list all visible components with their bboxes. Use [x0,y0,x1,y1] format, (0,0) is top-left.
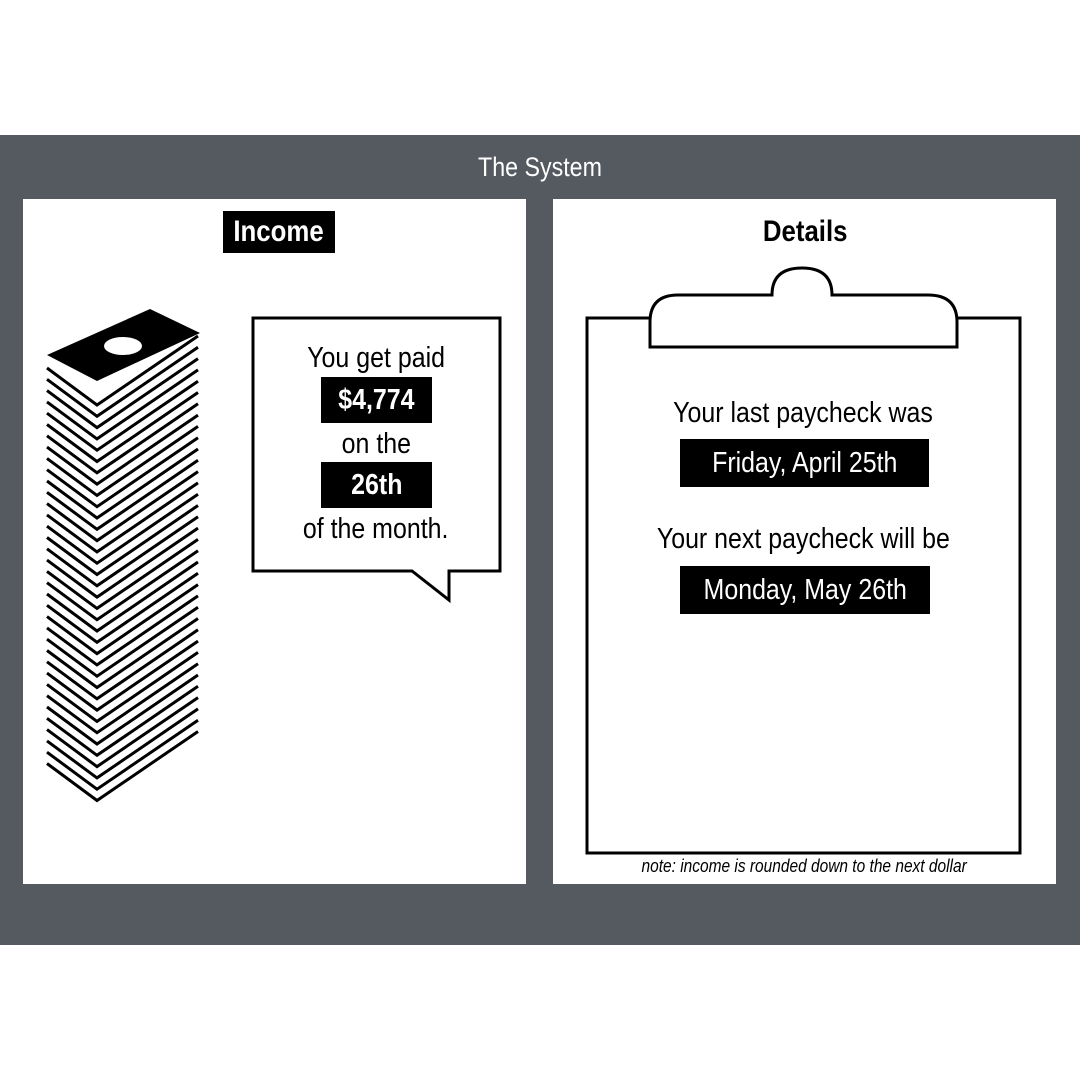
app-title: The System [478,152,602,182]
pay-day: 26th [321,462,432,508]
money-stack-icon [47,309,200,801]
last-paycheck-date: Friday, April 25th [680,439,929,487]
income-heading: Income [223,211,335,253]
details-heading: Details [762,215,848,248]
next-paycheck-label: Your next paycheck will be [656,523,950,555]
on-the-label: on the [341,428,411,460]
next-paycheck-date: Monday, May 26th [680,566,930,614]
of-month-label: of the month. [303,513,449,545]
last-paycheck-label: Your last paycheck was [673,397,933,429]
income-amount: $4,774 [321,377,432,423]
clipboard-icon [587,268,1020,853]
rounding-note: note: income is rounded down to the next dollar [641,856,968,876]
paid-label: You get paid [307,342,445,374]
